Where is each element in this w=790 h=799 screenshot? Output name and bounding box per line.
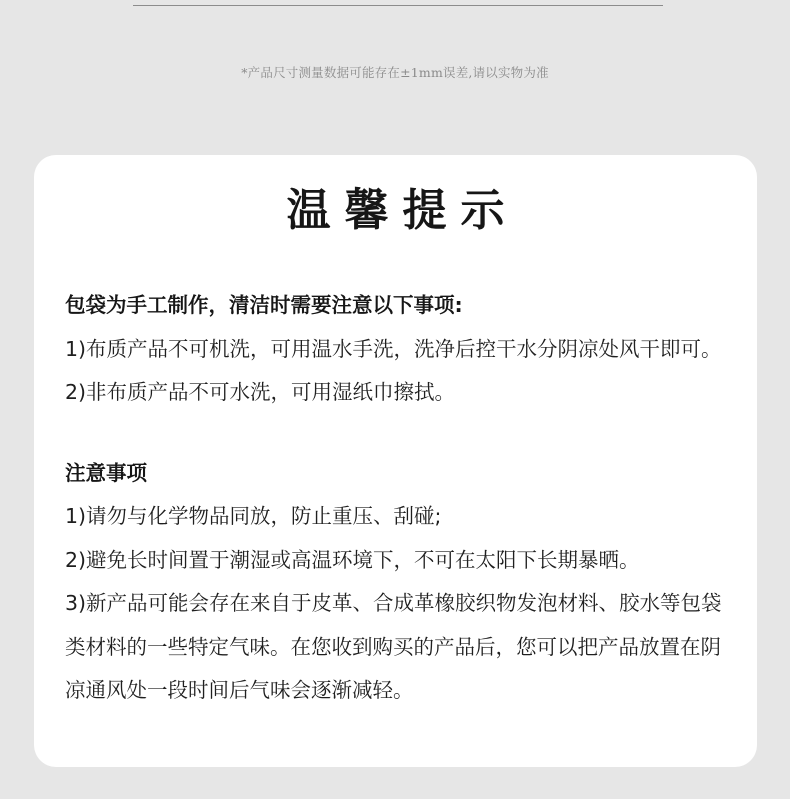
care-item-1: 1)布质产品不可机洗，可用温水手洗，洗净后控干水分阴凉处风干即可。 (65, 336, 722, 361)
notes-item-3: 3)新产品可能会存在来自于皮革、合成革橡胶织物发泡材料、胶水等包袋类材料的一些特定气味。在您收到购买的产品后，您可以把产品放置在阴凉通风处一段时间后气味会逐渐减轻。 (65, 591, 722, 702)
tips-card (34, 155, 757, 767)
care-heading: 包袋为手工制作，清洁时需要注意以下事项: (65, 293, 463, 317)
care-item-2: 2)非布质产品不可水洗，可用湿纸巾擦拭。 (65, 380, 456, 404)
card-title: 温馨提示 (286, 185, 519, 236)
notes-item-2: 2)避免长时间置于潮湿或高温环境下，不可在太阳下长期暴晒。 (65, 547, 640, 572)
notes-item-1: 1)请勿与化学物品同放，防止重压、刮碰; (65, 504, 442, 528)
notes-heading: 注意事项 (65, 460, 147, 485)
top-divider (133, 5, 663, 6)
section-spacer (65, 415, 740, 452)
card-content (65, 284, 740, 713)
size-disclaimer: *产品尺寸测量数据可能存在±1mm误差,请以实物为准 (241, 65, 549, 80)
